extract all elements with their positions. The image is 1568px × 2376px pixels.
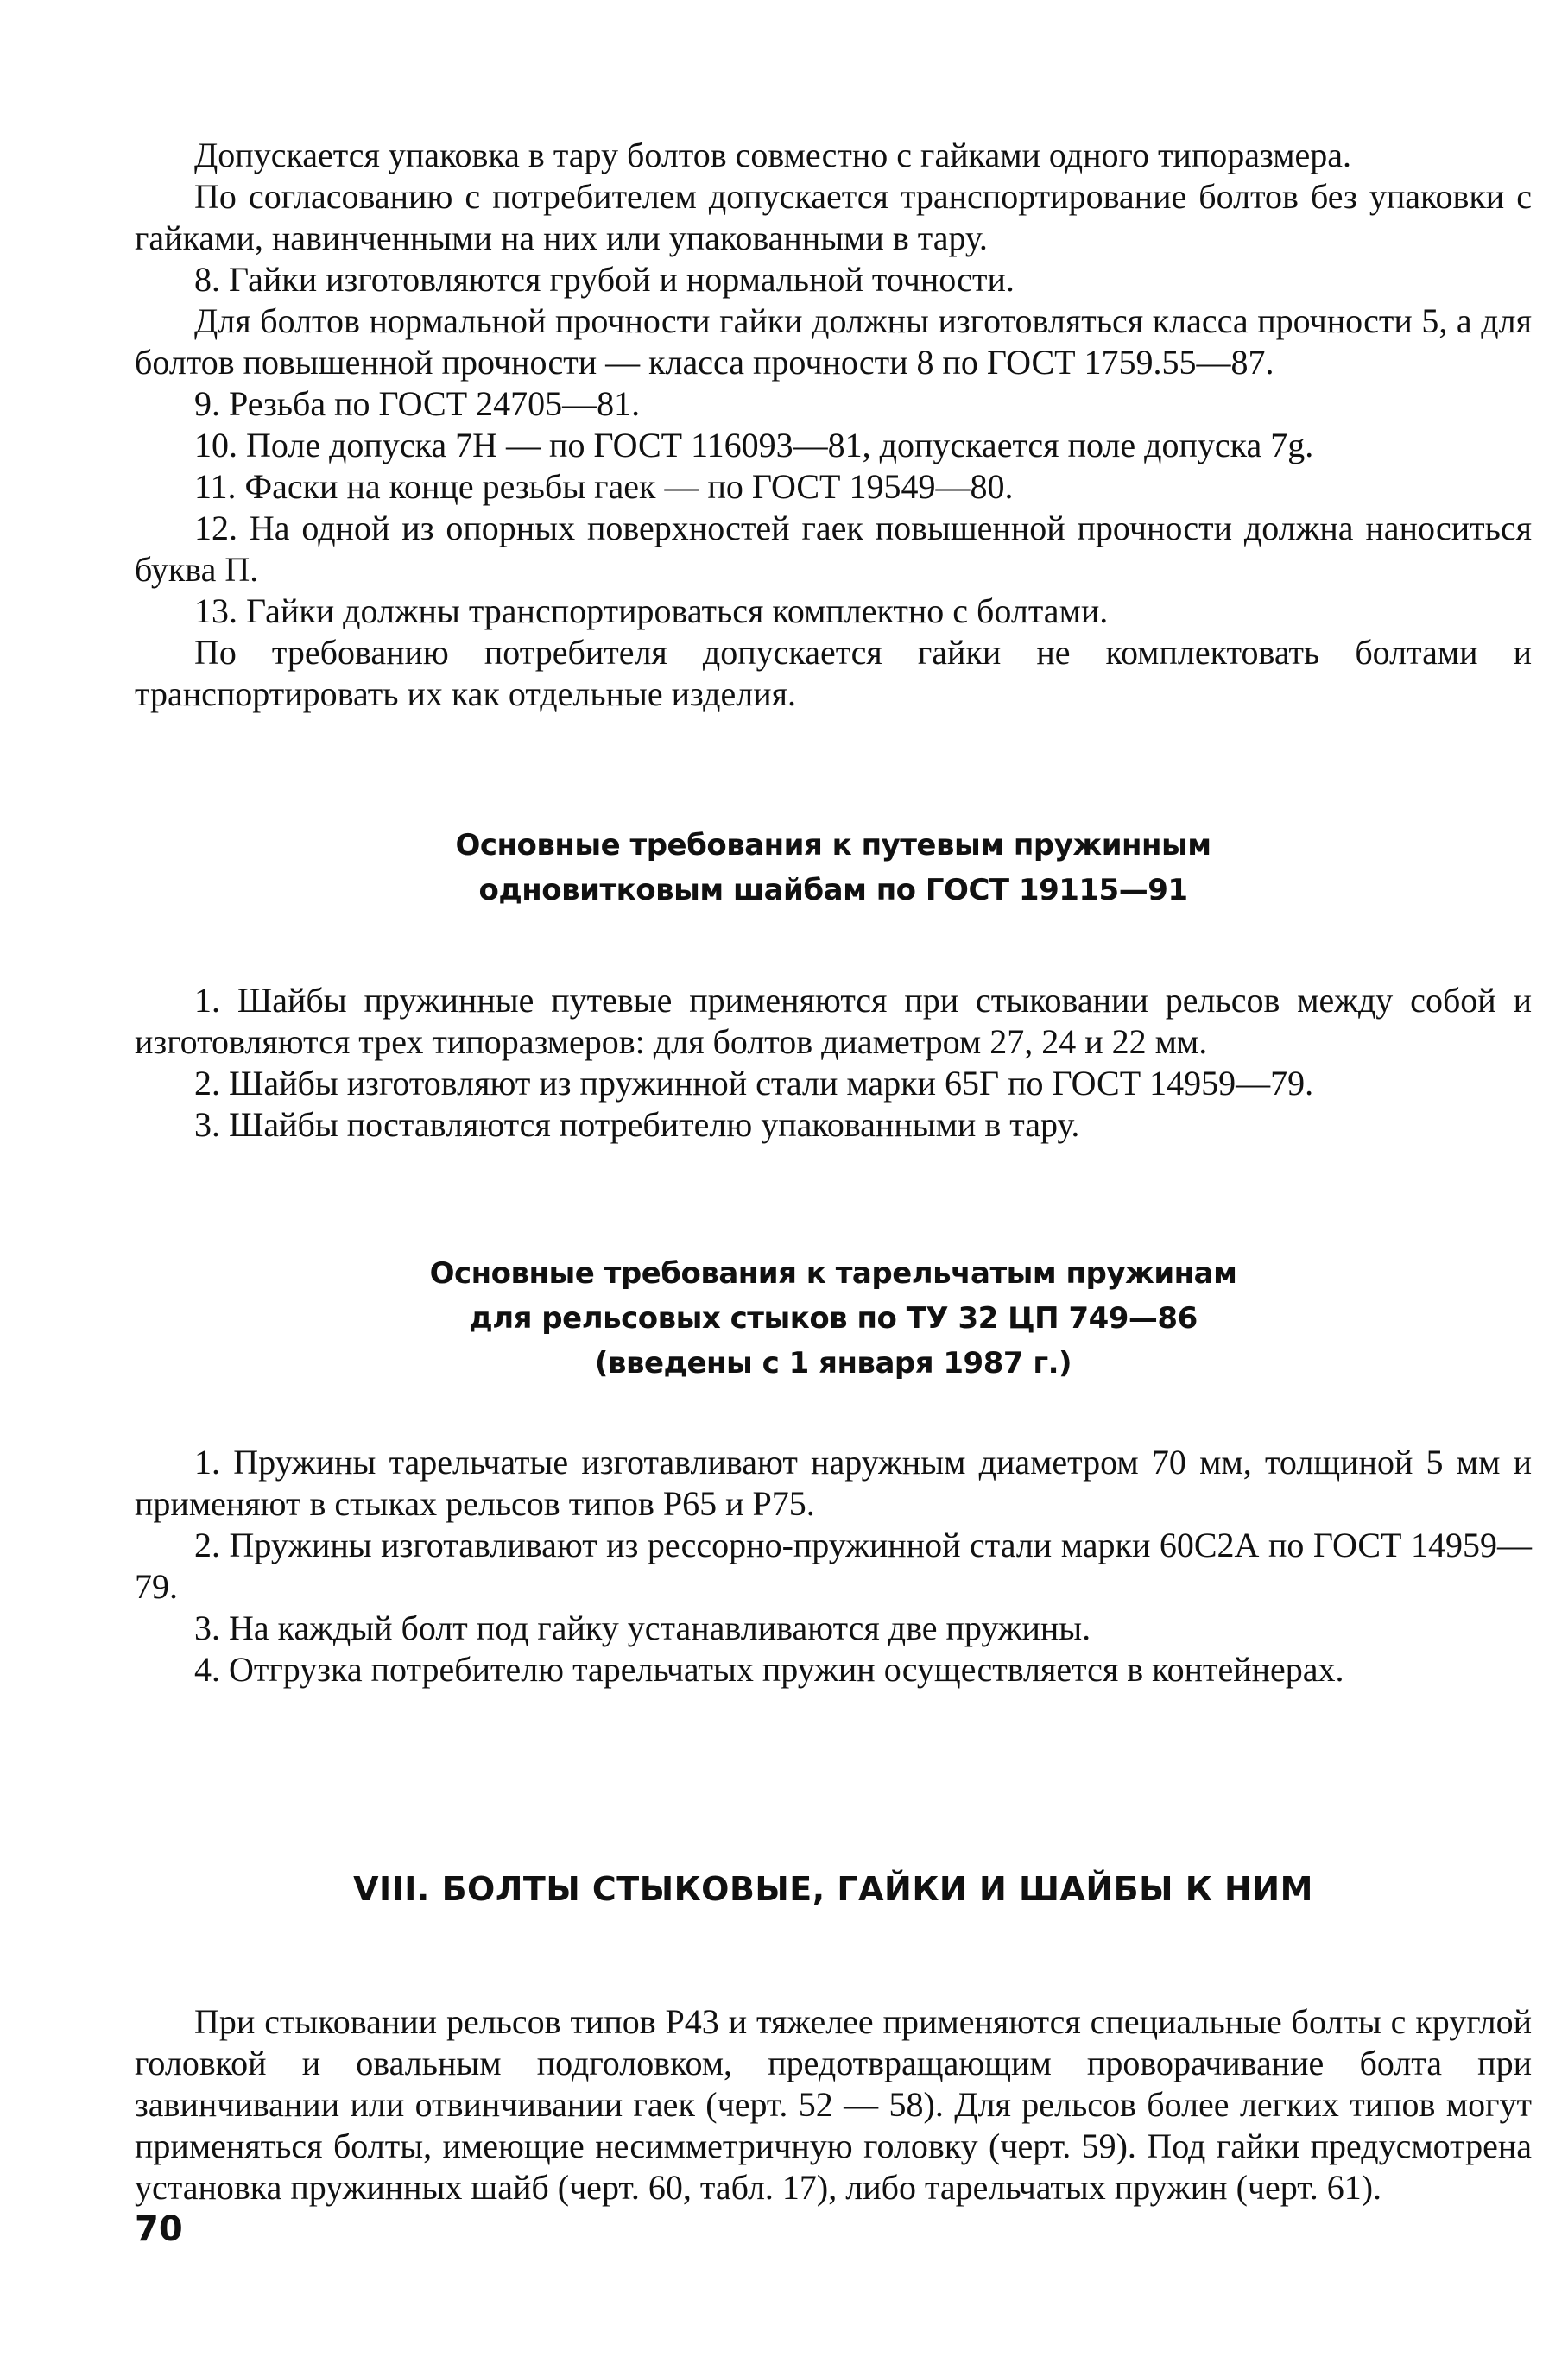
paragraph: По требованию потребителя допускается гайки не комплектовать болтами и транспортировать их как отдельные изделия. [135,633,1532,713]
text-block-disc-springs [135,1442,1532,1690]
paragraph: 2. Пружины изготавливают из рессорно-пружинной стали марки 60С2А по ГОСТ 14959—79. [135,1526,1532,1606]
paragraph: 12. На одной из опорных поверхностей гаек повышенной прочности должна наноситься буква П. [135,509,1532,589]
text-block-spring-washers [135,980,1532,1146]
paragraph: Для болтов нормальной прочности гайки должны изготовляться класса прочности 5, а для болтов повышенной прочности — класса прочности 8 по ГОСТ 1759.55—87. [135,301,1532,382]
paragraph: 9. Резьба по ГОСТ 24705—81. [194,384,641,423]
paragraph: 4. Отгрузка потребителю тарельчатых пружин осуществляется в контейнерах. [194,1650,1344,1689]
paragraph: 11. Фаски на конце резьбы гаек — по ГОСТ 19549—80. [194,467,1014,506]
paragraph: 3. На каждый болт под гайку устанавливаются две пружины. [194,1608,1091,1647]
page-number: 70 [135,2209,183,2249]
paragraph: 10. Поле допуска 7H — по ГОСТ 116093—81, допускается поле допуска 7g. [194,426,1314,464]
text-block-nut-requirements [135,135,1532,715]
paragraph: 3. Шайбы поставляются потребителю упакованными в тару. [194,1105,1080,1144]
paragraph: Допускается упаковка в тару болтов совместно с гайками одного типоразмера. [194,136,1352,174]
paragraph: 1. Пружины тарельчатые изготавливают наружным диаметром 70 мм, толщиной 5 мм и применяют в стыках рельсов типов Р65 и Р75. [135,1443,1532,1523]
paragraph: 1. Шайбы пружинные путевые применяются при стыковании рельсов между собой и изготовляются трех типоразмеров: для болтов диаметром 27, 24 и 22 мм. [135,981,1532,1061]
paragraph: По согласованию с потребителем допускается транспортирование болтов без упаковки с гайками, навинченными на них или упакованными в тару. [135,177,1532,257]
paragraph: 2. Шайбы изготовляют из пружинной стали марки 65Г по ГОСТ 14959—79. [194,1064,1314,1103]
section-heading-disc-springs [135,1251,1532,1386]
heading-line: одновитковым шайбам по ГОСТ 19115—91 [478,873,1188,907]
text-block-joint-bolts [135,2001,1532,2209]
paragraph: При стыковании рельсов типов Р43 и тяжелее применяются специальные болты с круглой головкой и овальным подголовком, предотвращающим проворачивание болта при завинчивании или отвинчивании гаек (черт. 52 — 58). Для рельсов более легких типов могут применяться болты, имеющие несимметричную головку (черт. 59). Под гайки предусмотрена установка пружинных шайб (черт. 60, табл. 17), либо тарельчатых пружин (черт. 61). [135,2002,1532,2207]
heading-line: (введены с 1 января 1987 г.) [594,1346,1072,1381]
section-heading-spring-washers [135,823,1532,913]
heading-line: Основные требования к путевым пружинным [455,828,1211,863]
paragraph: 8. Гайки изготовляются грубой и нормальной точности. [194,260,1015,299]
paragraph: 13. Гайки должны транспортироваться комплектно с болтами. [194,591,1109,630]
heading-line: Основные требования к тарельчатым пружинам [429,1256,1237,1291]
chapter-title: VIII. БОЛТЫ СТЫКОВЫЕ, ГАЙКИ И ШАЙБЫ К НИМ [353,1870,1313,1908]
heading-line: для рельсовых стыков по ТУ 32 ЦП 749—86 [469,1301,1198,1336]
